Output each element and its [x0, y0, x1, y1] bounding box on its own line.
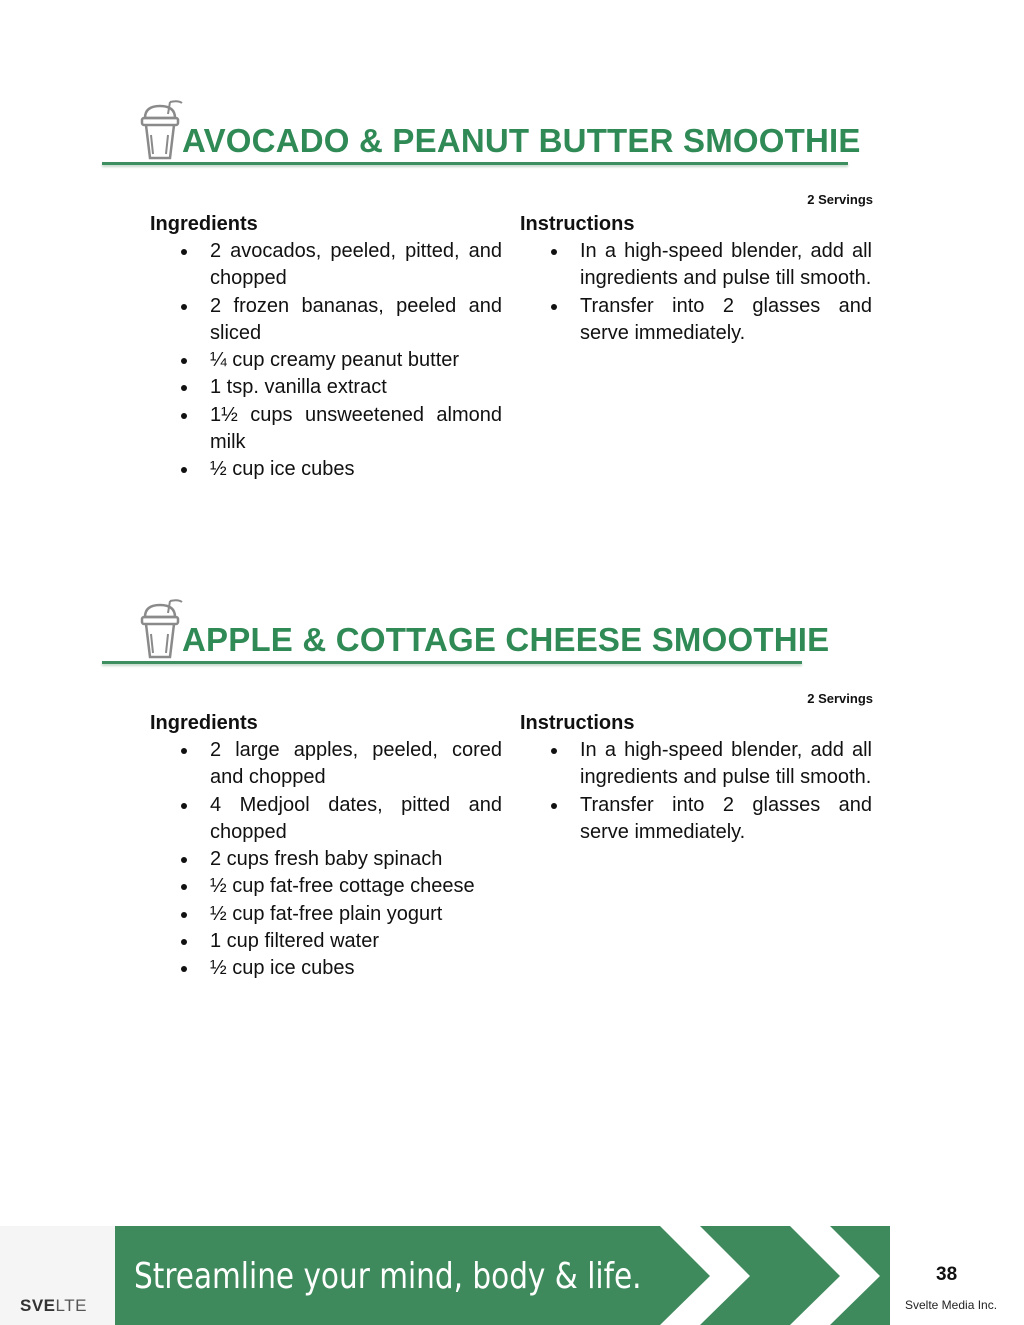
bullet-icon [181, 249, 187, 255]
bullet-icon [551, 803, 557, 809]
ingredients-list [150, 238, 502, 484]
instructions-heading: Instructions [520, 213, 635, 235]
list-item: 1 tsp. vanilla extract [150, 374, 502, 401]
bullet-icon [181, 385, 187, 391]
bullet-icon [181, 912, 187, 918]
company-name: Svelte Media Inc. [905, 1298, 998, 1312]
bullet-icon [181, 857, 187, 863]
list-item: 1½ cups unsweetened almond milk [150, 402, 502, 457]
bullet-icon [181, 467, 187, 473]
ingredients-column [150, 210, 502, 484]
list-item: In a high-speed blender, add all ingredients and pulse till smooth. [520, 238, 872, 293]
page-number: 38 [936, 1264, 958, 1285]
list-item: ½ cup fat-free plain yogurt [150, 901, 502, 928]
list-item: Transfer into 2 glasses and serve immediately. [520, 792, 872, 847]
footer-tagline: Streamline your mind, body & life. [134, 1256, 642, 1297]
bullet-icon [551, 249, 557, 255]
ingredients-heading: Ingredients [150, 712, 258, 734]
bullet-icon [181, 884, 187, 890]
bullet-icon [181, 413, 187, 419]
smoothie-cup-icon [140, 599, 184, 661]
bullet-icon [181, 803, 187, 809]
title-underline [102, 162, 848, 165]
list-item: 1 cup filtered water [150, 928, 502, 955]
bullet-icon [181, 966, 187, 972]
bullet-icon [181, 304, 187, 310]
instructions-column [520, 709, 872, 846]
list-item: 2 large apples, peeled, cored and chopped [150, 737, 502, 792]
recipe-title-row [102, 599, 830, 669]
ingredients-list [150, 737, 502, 983]
list-item: 2 cups fresh baby spinach [150, 846, 502, 873]
bullet-icon [181, 939, 187, 945]
title-underline [102, 661, 802, 664]
bullet-icon [181, 748, 187, 754]
recipe-title: AVOCADO & PEANUT BUTTER SMOOTHIE [182, 122, 861, 159]
instructions-column [520, 210, 872, 347]
servings-label: 2 Servings [807, 691, 873, 706]
recipe-title: APPLE & COTTAGE CHEESE SMOOTHIE [182, 621, 830, 658]
servings-label: 2 Servings [807, 192, 873, 207]
list-item: 4 Medjool dates, pitted and chopped [150, 792, 502, 847]
instructions-list [520, 737, 872, 846]
list-item: ½ cup ice cubes [150, 456, 502, 483]
ingredients-column [150, 709, 502, 983]
page-footer [0, 1226, 1024, 1325]
instructions-heading: Instructions [520, 712, 635, 734]
ingredients-heading: Ingredients [150, 213, 258, 235]
list-item: In a high-speed blender, add all ingredients and pulse till smooth. [520, 737, 872, 792]
list-item: 2 avocados, peeled, pitted, and chopped [150, 238, 502, 293]
svelte-logo: SVELTE [20, 1296, 87, 1315]
list-item: 2 frozen bananas, peeled and sliced [150, 293, 502, 348]
bullet-icon [551, 748, 557, 754]
list-item: ½ cup ice cubes [150, 955, 502, 982]
bullet-icon [181, 358, 187, 364]
chevron-right-icon [660, 1226, 900, 1325]
list-item: Transfer into 2 glasses and serve immediately. [520, 293, 872, 348]
instructions-list [520, 238, 872, 347]
smoothie-cup-icon [140, 100, 184, 162]
bullet-icon [551, 304, 557, 310]
recipe-title-row [102, 100, 861, 170]
list-item: ½ cup fat-free cottage cheese [150, 873, 502, 900]
list-item: ¼ cup creamy peanut butter [150, 347, 502, 374]
